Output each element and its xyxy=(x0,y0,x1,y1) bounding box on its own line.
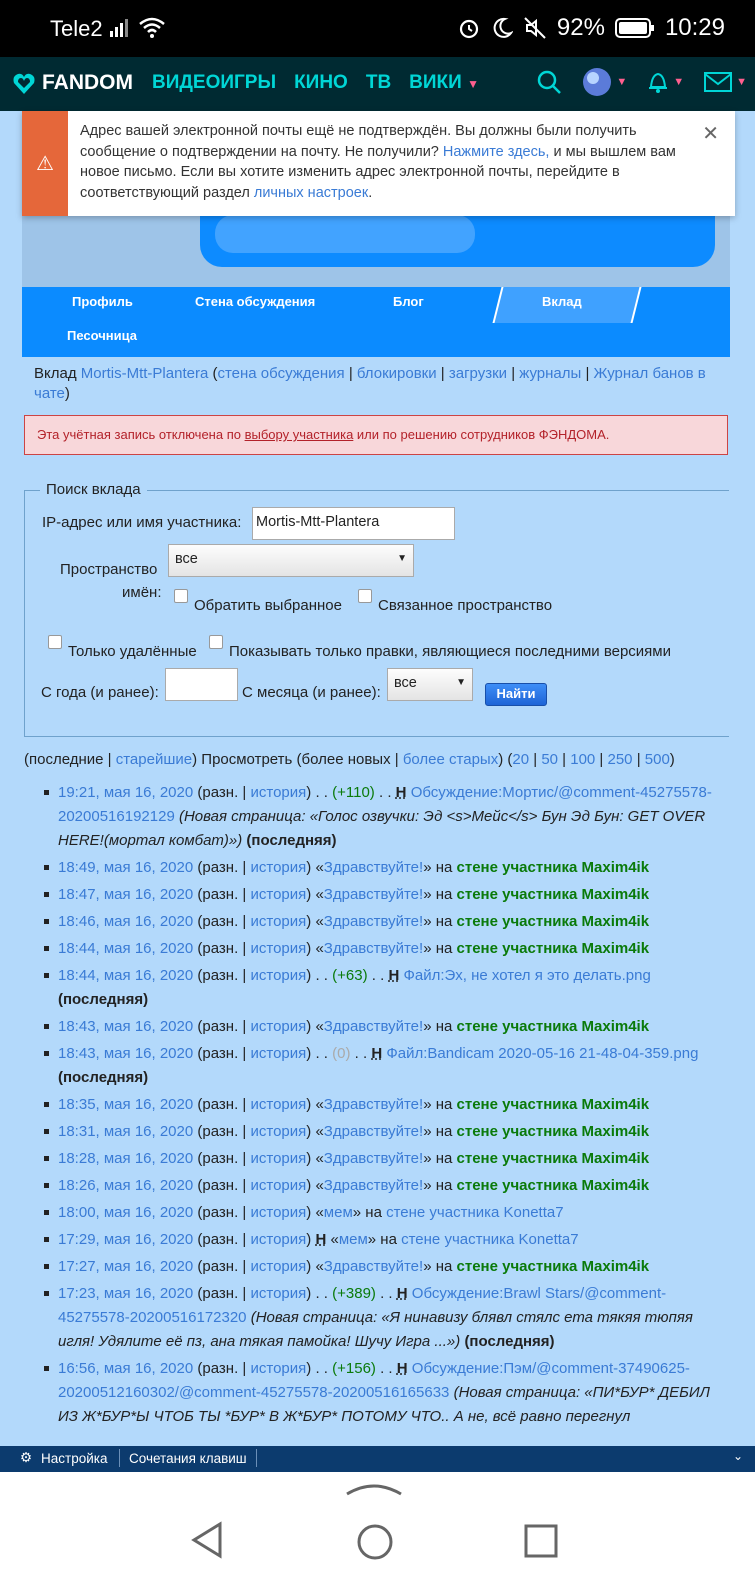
thread-link[interactable]: Здравствуйте! xyxy=(323,859,424,876)
wall-owner-link[interactable]: стене участника Maxim4ik xyxy=(456,859,650,876)
date-link[interactable]: 19:21, мая 16, 2020 xyxy=(58,784,194,801)
chevron-down-icon: ▼ xyxy=(736,76,747,88)
thread-link[interactable]: Здравствуйте! xyxy=(323,886,424,903)
history-link[interactable]: история xyxy=(250,1360,307,1377)
notice-text: Адрес вашей электронной почты ещё не подтверждён. Вы должны были получить сообщение о подтверждении на почту. Не получили? Нажмите здесь, и мы вышлем вам новое письмо. Если вы хотите изменить адрес электронной почты, перейдите в соответствующий раздел личных настроек. xyxy=(80,123,676,201)
older-link[interactable]: более старых xyxy=(402,751,499,768)
page-link[interactable]: Файл:Эх, не хотел я это делать.png xyxy=(403,967,651,984)
wall-owner-link[interactable]: стене участника Maxim4ik xyxy=(456,1258,650,1275)
thread-link[interactable]: Здравствуйте! xyxy=(323,1096,424,1113)
date-link[interactable]: 18:49, мая 16, 2020 xyxy=(58,859,194,876)
avatar-menu[interactable] xyxy=(582,67,627,97)
chevron-down-icon: ▼ xyxy=(616,76,628,88)
gear-icon[interactable]: ⚙ xyxy=(20,1450,33,1465)
invert-label: Обратить выбранное xyxy=(194,597,342,614)
history-link[interactable]: история xyxy=(250,1045,307,1062)
list-item: 18:26, мая 16, 2020 (разн. | история) «Здравствуйте!» на стене участника Maxim4ik xyxy=(58,1174,728,1198)
new-marker: Н xyxy=(388,967,400,984)
list-item: 17:23, мая 16, 2020 (разн. | история) . . (+389) . . Н Обсуждение:Brawl Stars/@comment-45275578-20200516172320 (Новая страница: «Я нинавизу блявл стялс ета тякяя тюпяя игля! Удялите её пз, ана тякая памойка! Шучу Игра ...») (последняя) xyxy=(58,1282,728,1354)
tab-wall[interactable]: Стена обсуждения xyxy=(195,294,316,309)
wall-owner-link[interactable]: стене участника Maxim4ik xyxy=(456,940,650,957)
size-diff: (+110) xyxy=(332,784,375,801)
nav-tv[interactable]: ТВ xyxy=(365,72,392,93)
date-link[interactable]: 18:46, мая 16, 2020 xyxy=(58,913,194,930)
history-link[interactable]: история xyxy=(250,940,307,957)
page-link[interactable]: Файл:Bandicam 2020-05-16 21-48-04-359.png xyxy=(386,1045,699,1062)
date-link[interactable]: 18:47, мая 16, 2020 xyxy=(58,886,194,903)
nav-videogames[interactable]: ВИДЕОИГРЫ xyxy=(152,72,277,93)
tab-profile[interactable]: Профиль xyxy=(72,294,133,309)
thread-link[interactable]: Здравствуйте! xyxy=(323,1018,424,1035)
size-diff: (0) xyxy=(332,1045,351,1062)
settings-link[interactable]: Настройка xyxy=(41,1451,108,1466)
battery-icon xyxy=(615,17,655,39)
page-link[interactable]: Обсуждение:Пэм/@comment-37490625-20200512160302/@comment-45275578-20200516165633 xyxy=(58,1360,690,1401)
nav-wikis[interactable]: ВИКИ ▼ xyxy=(409,72,479,93)
back-icon[interactable] xyxy=(190,1520,226,1560)
wall-owner-link[interactable]: стене участника Maxim4ik xyxy=(456,886,650,903)
latest-marker: (последняя) xyxy=(58,1069,149,1086)
clock: 10:29 xyxy=(664,14,725,41)
size-diff: (+63) xyxy=(332,967,368,984)
associated-checkbox[interactable] xyxy=(358,589,372,603)
list-item: 18:31, мая 16, 2020 (разн. | история) «Здравствуйте!» на стене участника Maxim4ik xyxy=(58,1120,728,1144)
diff-label: разн. xyxy=(202,1045,239,1062)
profile-pill xyxy=(215,215,475,253)
history-link[interactable]: история xyxy=(250,1204,307,1221)
wall-owner-link[interactable]: стене участника Maxim4ik xyxy=(456,1177,650,1194)
limit-20[interactable]: 20 xyxy=(512,751,530,768)
diff-label: разн. xyxy=(202,886,239,903)
limit-50[interactable]: 50 xyxy=(541,751,558,768)
size-diff: (+156) xyxy=(332,1360,376,1377)
fandom-logo[interactable]: FANDOM xyxy=(12,70,133,96)
thread-link[interactable]: мем xyxy=(338,1231,368,1248)
resend-link[interactable]: Нажмите здесь, xyxy=(442,143,550,160)
ip-input[interactable]: Mortis-Mtt-Plantera xyxy=(252,507,455,540)
fandom-heart-icon xyxy=(12,70,36,96)
diff-label: разн. xyxy=(202,940,239,957)
diff-label: разн. xyxy=(202,967,239,984)
history-link[interactable]: история xyxy=(250,784,307,801)
android-nav xyxy=(0,1472,755,1594)
page-link[interactable]: Обсуждение:Мортис/@comment-45275578-20200516192129 xyxy=(58,784,712,825)
diff-label: разн. xyxy=(202,859,239,876)
history-link[interactable]: история xyxy=(250,886,307,903)
fandom-navbar xyxy=(0,57,755,111)
deleted-only-checkbox[interactable] xyxy=(48,635,62,649)
date-link[interactable]: 18:35, мая 16, 2020 xyxy=(58,1096,194,1113)
contributions-list xyxy=(58,781,728,1432)
find-button[interactable]: Найти xyxy=(485,683,547,706)
mail-icon xyxy=(704,71,732,93)
list-item: 16:56, мая 16, 2020 (разн. | история) . . (+156) . . Н Обсуждение:Пэм/@comment-37490625-20200512160302/@comment-45275578-20200516165633 (Новая страница: «ПИ*БУР* ДЕБИЛ ИЗ Ж*БУР*Ы ЧТОБ ТЫ *БУР* В Ж*БУР* ПОТОМУ ЧТО.. А не, всё равно перегнул xyxy=(58,1357,728,1429)
blocks-link[interactable]: блокировки xyxy=(356,365,437,382)
list-item: 18:44, мая 16, 2020 (разн. | история) «Здравствуйте!» на стене участника Maxim4ik xyxy=(58,937,728,961)
thread-link[interactable]: Здравствуйте! xyxy=(323,913,424,930)
account-disabled-notice: Эта учётная запись отключена по выбору участника или по решению сотрудников ФЭНДОМА. xyxy=(24,415,728,455)
messages-menu[interactable] xyxy=(704,71,747,93)
home-icon[interactable] xyxy=(355,1522,395,1562)
email-notice xyxy=(22,111,735,216)
wall-owner-link[interactable]: стене участника Maxim4ik xyxy=(456,913,650,930)
latest-marker: (последняя) xyxy=(58,991,149,1008)
thread-link[interactable]: мем xyxy=(323,1204,353,1221)
date-link[interactable]: 17:23, мая 16, 2020 xyxy=(58,1285,194,1302)
logs-link[interactable]: журналы xyxy=(519,365,582,382)
close-icon[interactable]: ✕ xyxy=(702,123,719,145)
diff-label: разн. xyxy=(202,913,239,930)
wiki-toolbar xyxy=(0,1446,755,1472)
thread-link[interactable]: Здравствуйте! xyxy=(323,1258,424,1275)
new-marker: Н xyxy=(396,1285,408,1302)
signal-icon xyxy=(108,17,132,39)
limit-500[interactable]: 500 xyxy=(644,751,670,768)
list-item: 18:43, мая 16, 2020 (разн. | история) «Здравствуйте!» на стене участника Maxim4ik xyxy=(58,1015,728,1039)
chevron-down-icon: ▼ xyxy=(397,553,407,564)
edit-summary: (Новая страница: «Я нинавизу блявл стялс ета тякяя тюпяя игля! Удялите её пз, ана тякая памойка! Шучу Игра ...») xyxy=(58,1309,693,1350)
list-item: 18:00, мая 16, 2020 (разн. | история) «мем» на стене участника Konetta7 xyxy=(58,1201,728,1225)
bell-icon xyxy=(647,69,669,95)
date-link[interactable]: 18:44, мая 16, 2020 xyxy=(58,967,194,984)
newer-link[interactable]: более новых xyxy=(301,751,391,768)
chevron-up-icon[interactable] xyxy=(345,1480,403,1498)
wifi-icon xyxy=(138,16,166,40)
list-item: 18:28, мая 16, 2020 (разн. | история) «Здравствуйте!» на стене участника Maxim4ik xyxy=(58,1147,728,1171)
user-choice-link[interactable]: выбору участника xyxy=(244,427,354,442)
pager: (последние | старейшие) Просмотреть (более новых | более старых) (20 | 50 | 100 | 250 | 500) xyxy=(24,751,675,768)
list-item: 18:49, мая 16, 2020 (разн. | история) «Здравствуйте!» на стене участника Maxim4ik xyxy=(58,856,728,880)
list-item: 18:43, мая 16, 2020 (разн. | история) . . (0) . . Н Файл:Bandicam 2020-05-16 21-48-04-359.png (последняя) xyxy=(58,1042,728,1090)
wall-owner-link[interactable]: стене участника Maxim4ik xyxy=(456,1096,650,1113)
list-item: 19:21, мая 16, 2020 (разн. | история) . . (+110) . . Н Обсуждение:Мортис/@comment-45275578-20200516192129 (Новая страница: «Голос озвучки: Эд <s>Мейс</s> Бун Эд Бун: GET OVER HERE!(мортал комбат)») (последняя) xyxy=(58,781,728,853)
diff-label: разн. xyxy=(202,1123,239,1140)
history-link[interactable]: история xyxy=(250,1258,307,1275)
date-link[interactable]: 18:31, мая 16, 2020 xyxy=(58,1123,194,1140)
new-marker: Н xyxy=(371,1045,383,1062)
latest-marker: (последняя) xyxy=(464,1333,555,1350)
chevron-double-down-icon[interactable]: ⌄ xyxy=(732,1449,743,1463)
size-diff: (+389) xyxy=(332,1285,376,1302)
uploads-link[interactable]: загрузки xyxy=(448,365,508,382)
carrier-label: Tele2 xyxy=(50,16,103,41)
latest-marker: (последняя) xyxy=(246,832,337,849)
chat-ban-log-link[interactable]: Журнал банов в чате xyxy=(34,365,706,402)
user-link[interactable]: Mortis-Mtt-Plantera xyxy=(80,365,209,382)
new-marker: Н xyxy=(315,1231,327,1248)
thread-link[interactable]: Здравствуйте! xyxy=(323,940,424,957)
associated-label: Связанное пространство xyxy=(378,597,553,614)
wall-owner-link[interactable]: стене участника Maxim4ik xyxy=(456,1150,650,1167)
mute-icon xyxy=(523,16,547,40)
latest-link[interactable]: последние xyxy=(29,751,104,768)
wall-owner-link[interactable]: стене участника Konetta7 xyxy=(386,1204,564,1221)
history-link[interactable]: история xyxy=(250,1285,307,1302)
toolbar-divider xyxy=(256,1449,257,1467)
date-link[interactable]: 16:56, мая 16, 2020 xyxy=(58,1360,194,1377)
date-link[interactable]: 18:43, мая 16, 2020 xyxy=(58,1018,194,1035)
top-only-label: Показывать только правки, являющиеся последними версиями xyxy=(229,643,671,660)
edit-summary: (Новая страница: «Голос озвучки: Эд <s>Мейс</s> Бун Эд Бун: GET OVER HERE!(мортал комбат)») xyxy=(58,808,706,849)
invert-checkbox[interactable] xyxy=(174,589,188,603)
top-only-checkbox[interactable] xyxy=(209,635,223,649)
month-select[interactable]: все ▼ xyxy=(387,668,473,701)
diff-label: разн. xyxy=(202,1177,239,1194)
wall-owner-link[interactable]: стене участника Maxim4ik xyxy=(456,1123,650,1140)
diff-label: разн. xyxy=(202,1360,239,1377)
toolbar-divider xyxy=(119,1449,120,1467)
page-link[interactable]: Обсуждение:Brawl Stars/@comment-45275578-20200516172320 xyxy=(58,1285,667,1326)
diff-label: разн. xyxy=(202,1204,239,1221)
list-item: 18:44, мая 16, 2020 (разн. | история) . . (+63) . . Н Файл:Эх, не хотел я это делать.png (последняя) xyxy=(58,964,728,1012)
history-link[interactable]: история xyxy=(250,1123,307,1140)
new-marker: Н xyxy=(395,784,407,801)
history-link[interactable]: история xyxy=(250,967,307,984)
month-label: С месяца (и ранее): xyxy=(242,684,381,701)
year-label: С года (и ранее): xyxy=(41,684,159,701)
wall-owner-link[interactable]: стене участника Maxim4ik xyxy=(456,1018,650,1035)
limit-250[interactable]: 250 xyxy=(607,751,633,768)
date-link[interactable]: 17:27, мая 16, 2020 xyxy=(58,1258,194,1275)
list-item: 17:27, мая 16, 2020 (разн. | история) «Здравствуйте!» на стене участника Maxim4ik xyxy=(58,1255,728,1279)
chevron-down-icon: ▼ xyxy=(456,677,466,688)
namespace-select[interactable]: все ▼ xyxy=(168,544,414,577)
diff-label: разн. xyxy=(202,1231,239,1248)
namespace-label-2: имён: xyxy=(122,584,162,601)
alarm-icon xyxy=(457,16,481,40)
battery-percent: 92% xyxy=(556,14,605,41)
notifications-menu[interactable] xyxy=(647,69,684,95)
diff-label: разн. xyxy=(202,1096,239,1113)
tab-blog[interactable]: Блог xyxy=(393,294,424,309)
tab-sandbox[interactable]: Песочница xyxy=(67,328,138,343)
ip-label: IP-адрес или имя участника: xyxy=(42,514,242,531)
date-link[interactable]: 17:29, мая 16, 2020 xyxy=(58,1231,194,1248)
status-bar xyxy=(0,0,755,57)
breadcrumb: Вклад Mortis-Mtt-Plantera (стена обсуждения | блокировки | загрузки | журналы | Журнал банов в чате) xyxy=(34,365,706,402)
date-link[interactable]: 18:26, мая 16, 2020 xyxy=(58,1177,194,1194)
avatar xyxy=(582,67,612,97)
moon-icon xyxy=(491,16,513,40)
nav-movies[interactable]: КИНО xyxy=(294,72,348,93)
history-link[interactable]: история xyxy=(250,1177,307,1194)
deleted-only-label: Только удалённые xyxy=(68,643,197,660)
thread-link[interactable]: Здравствуйте! xyxy=(323,1123,424,1140)
diff-label: разн. xyxy=(202,1258,239,1275)
year-input[interactable] xyxy=(165,668,238,701)
history-link[interactable]: история xyxy=(250,1018,307,1035)
history-link[interactable]: история xyxy=(250,913,307,930)
chevron-down-icon: ▼ xyxy=(467,77,479,91)
search-icon[interactable] xyxy=(536,69,562,95)
search-legend: Поиск вклада xyxy=(40,481,147,498)
history-link[interactable]: история xyxy=(250,1096,307,1113)
list-item: 18:47, мая 16, 2020 (разн. | история) «Здравствуйте!» на стене участника Maxim4ik xyxy=(58,883,728,907)
list-item: 18:35, мая 16, 2020 (разн. | история) «Здравствуйте!» на стене участника Maxim4ik xyxy=(58,1093,728,1117)
date-link[interactable]: 18:43, мая 16, 2020 xyxy=(58,1045,194,1062)
date-link[interactable]: 18:44, мая 16, 2020 xyxy=(58,940,194,957)
thread-link[interactable]: Здравствуйте! xyxy=(323,1150,424,1167)
date-link[interactable]: 18:28, мая 16, 2020 xyxy=(58,1150,194,1167)
preferences-link[interactable]: личных настроек xyxy=(253,184,369,201)
wall-link[interactable]: стена обсуждения xyxy=(217,365,345,382)
history-link[interactable]: история xyxy=(250,1150,307,1167)
thread-link[interactable]: Здравствуйте! xyxy=(323,1177,424,1194)
limit-100[interactable]: 100 xyxy=(570,751,596,768)
warning-icon: ⚠ xyxy=(22,111,68,216)
tab-contributions[interactable]: Вклад xyxy=(542,294,582,309)
shortcuts-link[interactable]: Сочетания клавиш xyxy=(129,1451,247,1466)
chevron-down-icon: ▼ xyxy=(673,76,685,88)
wall-owner-link[interactable]: стене участника Konetta7 xyxy=(401,1231,579,1248)
date-link[interactable]: 18:00, мая 16, 2020 xyxy=(58,1204,194,1221)
earliest-link[interactable]: старейшие xyxy=(115,751,193,768)
diff-label: разн. xyxy=(202,1285,239,1302)
history-link[interactable]: история xyxy=(250,859,307,876)
list-item: 17:29, мая 16, 2020 (разн. | история) Н «мем» на стене участника Konetta7 xyxy=(58,1228,728,1252)
diff-label: разн. xyxy=(202,1018,239,1035)
new-marker: Н xyxy=(396,1360,408,1377)
history-link[interactable]: история xyxy=(250,1231,307,1248)
diff-label: разн. xyxy=(202,784,239,801)
namespace-label-1: Пространство xyxy=(60,561,158,578)
diff-label: разн. xyxy=(202,1150,239,1167)
edit-summary: (Новая страница: «ПИ*БУР* ДЕБИЛ ИЗ Ж*БУР*Ы ЧТОБ ТЫ *БУР* В Ж*БУР* ПОТОМУ ЧТО.. А не, всё равно перегнул xyxy=(58,1384,710,1425)
list-item: 18:46, мая 16, 2020 (разн. | история) «Здравствуйте!» на стене участника Maxim4ik xyxy=(58,910,728,934)
recents-icon[interactable] xyxy=(524,1524,558,1558)
